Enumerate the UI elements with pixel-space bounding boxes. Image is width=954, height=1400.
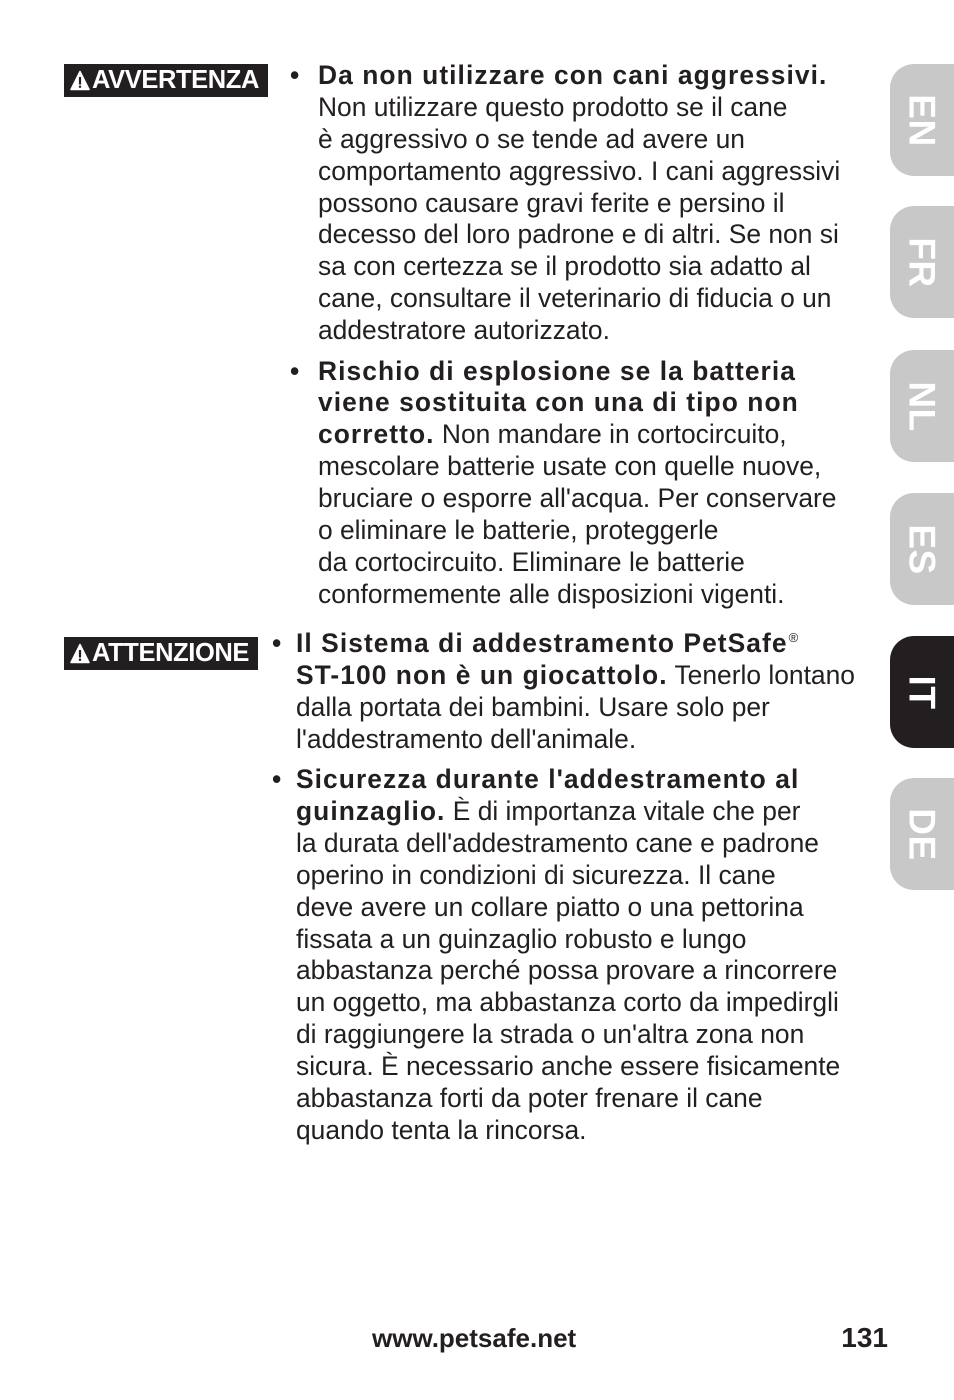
body-text: abbastanza perché possa provare a rincorrere: [296, 955, 838, 986]
caution-badge: [64, 637, 258, 670]
language-tab-fr: [890, 206, 954, 318]
bullet-item: [272, 764, 855, 1147]
text-line: [296, 660, 855, 692]
page-number: 131: [841, 1322, 888, 1353]
body-text: da cortocircuito. Eliminare le batterie: [318, 546, 745, 577]
body-text: decesso del loro padrone e di altri. Se non si: [318, 219, 839, 250]
language-tab-en: [890, 64, 954, 176]
language-tab-label: IT: [901, 675, 943, 709]
bullet-glyph: •: [290, 60, 300, 90]
text-line: [318, 156, 840, 188]
body-text: l'addestramento dell'animale.: [296, 723, 637, 754]
text-line: [318, 60, 840, 92]
language-tab-label: EN: [901, 93, 943, 147]
warning-triangle-icon: [70, 643, 90, 664]
text-line: [318, 547, 840, 579]
bullet-item: [290, 60, 841, 347]
bullet-item: [272, 628, 855, 756]
text-line: [318, 315, 840, 347]
language-tab-label: NL: [901, 380, 943, 432]
language-tab-label: ES: [901, 523, 943, 575]
bold-text: Da non utilizzare con cani aggressivi.: [318, 60, 828, 90]
warning-bullet-list: [290, 60, 841, 619]
text-line: [296, 764, 855, 796]
language-tab-nl: [890, 350, 954, 462]
warning-badge-label: AVVERTENZA: [92, 66, 259, 94]
text-line: [318, 451, 840, 483]
body-text: la durata dell'addestramento cane e padrone: [296, 827, 819, 858]
text-line: [296, 955, 855, 987]
body-text: possono causare gravi ferite e persino il: [318, 187, 785, 218]
body-text: comportamento aggressivo. I cani aggressivi: [318, 155, 841, 186]
language-tab-es: [890, 493, 954, 605]
text-line: [296, 692, 855, 724]
body-text: sicura. È necessario anche essere fisicamente: [296, 1051, 841, 1082]
body-text: bruciare o esporre all'acqua. Per conservare: [318, 483, 837, 514]
text-line: [318, 483, 840, 515]
text-line: [296, 1115, 855, 1147]
body-text: di raggiungere la strada o un'altra zona non: [296, 1019, 805, 1050]
language-tab-label: DE: [901, 807, 943, 861]
bold-text: Sicurezza durante l'addestramento al: [296, 764, 800, 795]
body-text: È di importanza vitale che per: [445, 795, 801, 826]
body-text: sa con certezza se il prodotto sia adatto al: [318, 251, 811, 282]
text-line: [296, 828, 855, 860]
bold-text: guinzaglio.: [296, 795, 446, 826]
body-text: addestratore autorizzato.: [318, 315, 610, 346]
text-line: [296, 924, 855, 956]
bold-text: viene sostituita con una di tipo non: [318, 387, 799, 418]
bold-text: Rischio di esplosione se la batteria: [318, 355, 796, 386]
bold-text: ST-100 non è un giocattolo.: [296, 659, 668, 690]
body-text: Tenerlo lontano: [667, 659, 855, 690]
body-text: o eliminare le batterie, proteggerle: [318, 514, 719, 545]
text-line: [318, 356, 840, 388]
body-text: Non mandare in cortocircuito,: [434, 419, 787, 450]
body-text: fissata a un guinzaglio robusto e lungo: [296, 923, 747, 954]
bold-text: corretto.: [318, 419, 435, 450]
text-line: [296, 1083, 855, 1115]
caution-bullet-list: [272, 628, 855, 1155]
text-line: [318, 251, 840, 283]
text-line: [296, 892, 855, 924]
body-text: deve avere un collare piatto o una pettorina: [296, 891, 804, 922]
body-text: un oggetto, ma abbastanza corto da impedirgli: [296, 987, 839, 1018]
text-line: [296, 1051, 855, 1083]
body-text: dalla portata dei bambini. Usare solo per: [296, 691, 770, 722]
text-line: [296, 796, 855, 828]
website-url: www.petsafe.net: [372, 1323, 577, 1353]
body-text: mescolare batterie usate con quelle nuove,: [318, 451, 822, 482]
text-line: [296, 1019, 855, 1051]
text-line: [318, 92, 840, 124]
text-line: [296, 628, 855, 660]
text-line: [296, 987, 855, 1019]
bullet-glyph: •: [272, 628, 282, 658]
text-line: [296, 860, 855, 892]
registered-mark: ®: [788, 630, 799, 646]
text-line: [296, 724, 855, 756]
warning-badge: [64, 64, 268, 97]
text-line: [318, 283, 840, 315]
text-line: [318, 387, 840, 419]
warning-triangle-icon: [70, 70, 90, 91]
text-line: [318, 419, 840, 451]
text-line: [318, 188, 840, 220]
language-tab-de: [890, 778, 954, 890]
body-text: cane, consultare il veterinario di fiducia o un: [318, 283, 832, 314]
text-line: [318, 579, 840, 611]
bullet-glyph: •: [272, 764, 282, 795]
body-text: quando tenta la rincorsa.: [296, 1114, 587, 1145]
language-tab-label: FR: [901, 236, 943, 288]
text-line: [318, 515, 840, 547]
bullet-glyph: •: [290, 355, 300, 386]
body-text: Non utilizzare questo prodotto se il cane: [318, 91, 788, 122]
bold-text: Il Sistema di addestramento PetSafe: [296, 628, 788, 658]
language-tab-it: [890, 636, 954, 748]
text-line: [318, 124, 840, 156]
body-text: operino in condizioni di sicurezza. Il cane: [296, 859, 776, 890]
bullet-item: [290, 355, 840, 611]
caution-badge-label: ATTENZIONE: [92, 639, 250, 667]
body-text: abbastanza forti da poter frenare il cane: [296, 1082, 763, 1113]
body-text: è aggressivo o se tende ad avere un: [318, 123, 745, 154]
text-line: [318, 219, 840, 251]
body-text: conformemente alle disposizioni vigenti.: [318, 578, 785, 609]
